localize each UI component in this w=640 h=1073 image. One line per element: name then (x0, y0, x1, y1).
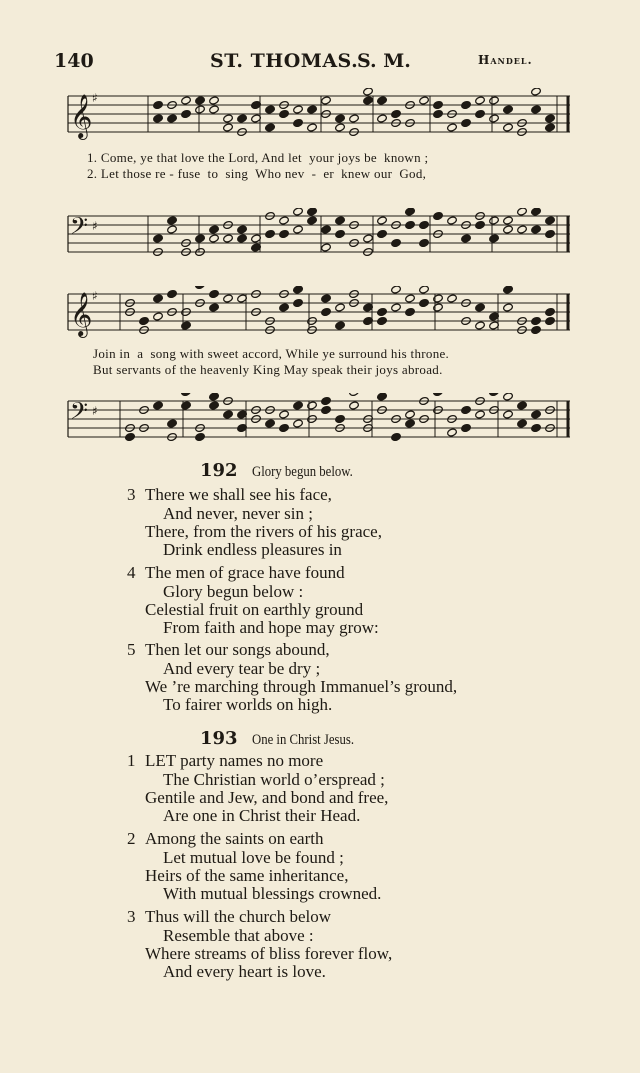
tune-meter: S. M. (357, 50, 411, 72)
lyric-verse-1-line-2: Join in a song with sweet accord, While ye surround his throne. (93, 346, 450, 361)
stanza-line: Celestial fruit on earthly ground (145, 600, 364, 619)
hymn-number: 192 (200, 460, 238, 481)
verse-number: 4 (127, 563, 136, 582)
verse-number: 3 (127, 485, 136, 504)
stanza-line: Are one in Christ their Head. (163, 806, 361, 825)
verse-number: 5 (127, 640, 136, 659)
hymn-subtitle: Glory begun below. (252, 464, 354, 480)
stanza-line: Heirs of the same inheritance, (145, 866, 349, 885)
stanza-line: And never, never sin ; (163, 504, 313, 523)
verse-number: 1 (127, 751, 136, 770)
stanza-line: The Christian world o’erspread ; (163, 770, 385, 789)
lyric-verse-2-line-2: But servants of the heavenly King May speak their joys abroad. (93, 362, 443, 377)
stanza-line: Let mutual love be found ; (163, 848, 344, 867)
stanza-line: Thus will the church below (145, 907, 332, 926)
stanza-line: We ’re marching through Immanuel’s ground, (145, 677, 458, 696)
svg-text:♯: ♯ (92, 289, 98, 303)
tune-title: ST. THOMAS. (210, 50, 359, 72)
hymn-192-heading (200, 460, 371, 481)
stanza-line: Glory begun below : (163, 582, 304, 601)
svg-text:𝄢: 𝄢 (70, 212, 89, 245)
svg-text:𝄢: 𝄢 (70, 397, 89, 430)
stanza-line: Resemble that above : (163, 926, 314, 945)
stanza-line: There we shall see his face, (145, 485, 332, 504)
stanza-line: Where streams of bliss forever flow, (145, 944, 393, 963)
verse-number: 3 (127, 907, 136, 926)
stanza-line: Gentile and Jew, and bond and free, (145, 788, 389, 807)
composer-name: Handel. (478, 53, 533, 67)
hymn-number: 193 (200, 728, 238, 749)
score-system-2-bass (60, 393, 575, 449)
stanza-line: And every tear be dry ; (163, 659, 321, 678)
svg-text:𝄞: 𝄞 (70, 292, 93, 336)
stanza-line: And every heart is love. (163, 962, 326, 981)
bass-staff-2 (60, 393, 575, 449)
bass-staff-1 (60, 208, 575, 264)
stanza-line: Then let our songs abound, (145, 640, 330, 659)
lyric-verse-2-line-1: 2. Let those re - fuse to sing Who nev - er knew our God, (87, 166, 427, 181)
treble-staff-2 (60, 286, 575, 342)
stanza-line: To fairer worlds on high. (163, 695, 333, 714)
stanza-line: Drink endless pleasures in (163, 540, 342, 559)
hymn-subtitle: One in Christ Jesus. (252, 732, 355, 748)
svg-text:♯: ♯ (92, 404, 98, 418)
score-system-1-bass (60, 208, 575, 264)
stanza-line: The men of grace have found (145, 563, 345, 582)
score-system-2-treble (60, 286, 575, 342)
page-header (0, 50, 640, 74)
stanza-line: There, from the rivers of his grace, (145, 522, 382, 541)
stanza-line: From faith and hope may grow: (163, 618, 379, 637)
svg-text:♯: ♯ (92, 91, 98, 105)
stanza-line: With mutual blessings crowned. (163, 884, 382, 903)
treble-staff-1 (60, 88, 575, 144)
stanza-line: Among the saints on earth (145, 829, 324, 848)
page-number: 140 (54, 50, 94, 72)
score-system-1-treble (60, 88, 575, 144)
verse-number: 2 (127, 829, 136, 848)
lyric-verse-1-line-1: 1. Come, ye that love the Lord, And let your joys be known ; (87, 150, 429, 165)
hymn-193-heading (200, 728, 372, 749)
svg-text:♯: ♯ (92, 219, 98, 233)
svg-text:𝄞: 𝄞 (70, 94, 93, 138)
stanza-line: LET party names no more (145, 751, 324, 770)
